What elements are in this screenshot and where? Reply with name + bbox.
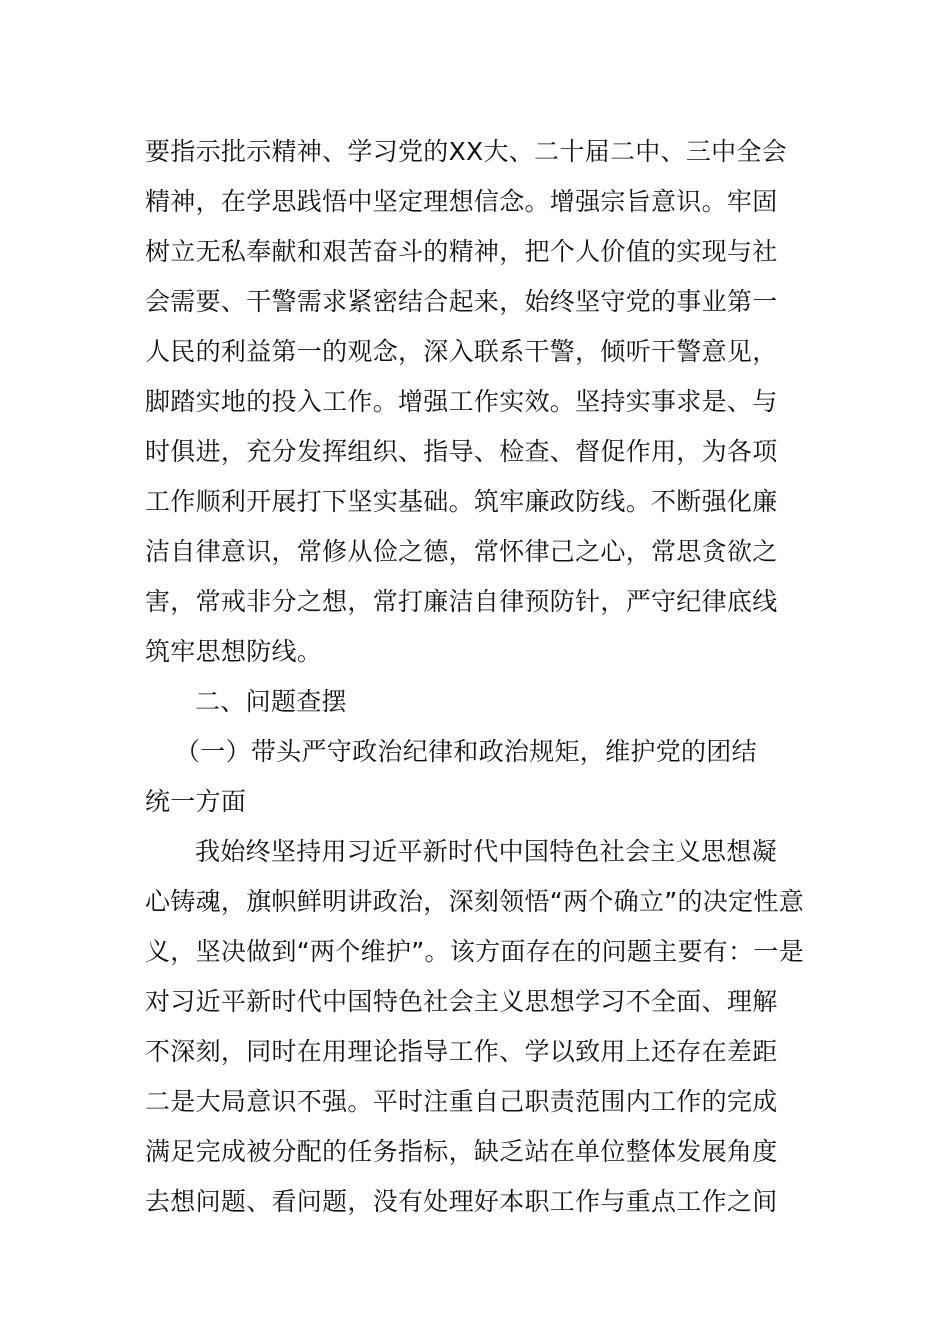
document-body	[145, 127, 810, 1227]
text-line: 要指示批示精神、学习党的XX大、二十届二中、三中全会	[145, 137, 788, 166]
text-line: 时俱进，充分发挥组织、指导、检查、督促作用，为各项	[145, 437, 778, 466]
text-line: 义，坚决做到“两个维护”。该方面存在的问题主要有：一是	[145, 937, 805, 966]
text-line: 洁自律意识，常修从俭之德，常怀律己之心，常思贪欲之	[145, 537, 778, 566]
text-line: 不深刻，同时在用理论指导工作、学以致用上还存在差距	[145, 1037, 778, 1066]
text-line: 满足完成被分配的任务指标，缺乏站在单位整体发展角度	[145, 1137, 778, 1166]
text-line: 去想问题、看问题，没有处理好本职工作与重点工作之间	[145, 1187, 778, 1216]
text-line: 人民的利益第一的观念，深入联系干警，倾听干警意见，	[145, 337, 778, 366]
subsection-heading-cont: 统一方面	[145, 787, 247, 816]
text-line: 工作顺利开展打下坚实基础。筑牢廉政防线。不断强化廉	[145, 487, 778, 516]
text-line: 心铸魂，旗帜鲜明讲政治，深刻领悟“两个确立”的决定性意	[145, 887, 805, 916]
text-line: 精神，在学思践悟中坚定理想信念。增强宗旨意识。牢固	[145, 187, 778, 216]
section-heading: 二、问题查摆	[195, 687, 347, 716]
text-line: 筑牢思想防线。	[145, 637, 323, 666]
text-line: 对习近平新时代中国特色社会主义思想学习不全面、理解	[145, 987, 778, 1016]
text-line: 树立无私奉献和艰苦奋斗的精神，把个人价值的实现与社	[145, 237, 778, 266]
paragraph-first-line: 我始终坚持用习近平新时代中国特色社会主义思想凝	[195, 837, 777, 866]
text-line: 二是大局意识不强。平时注重自己职责范围内工作的完成	[145, 1087, 778, 1116]
text-line: 脚踏实地的投入工作。增强工作实效。坚持实事求是、与	[145, 387, 778, 416]
subsection-heading: （一）带头严守政治纪律和政治规矩，维护党的团结	[175, 737, 757, 766]
text-line: 会需要、干警需求紧密结合起来，始终坚守党的事业第一	[145, 287, 778, 316]
text-line: 害，常戒非分之想，常打廉洁自律预防针，严守纪律底线	[145, 587, 778, 616]
